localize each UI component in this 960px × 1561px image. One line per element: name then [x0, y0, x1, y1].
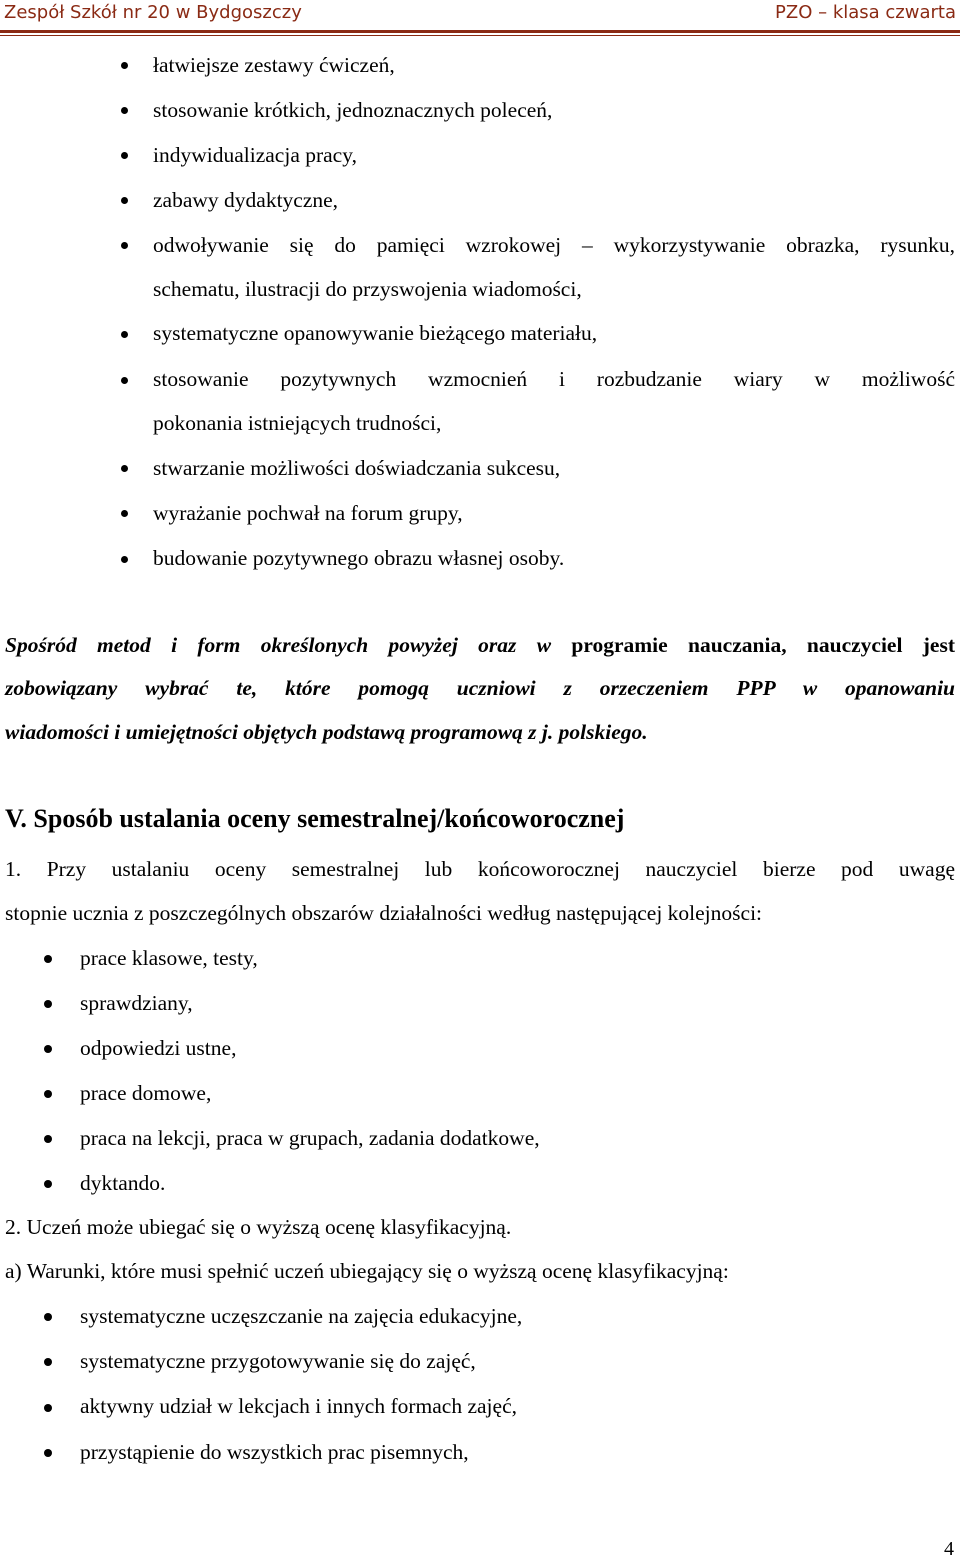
list-item: aktywny udział w lekcjach i innych formach zajęć,: [80, 1394, 517, 1418]
paragraph-bold-part: programie nauczania, nauczyciel jest: [571, 633, 955, 657]
section-heading: V. Sposób ustalania oceny semestralnej/końcoworocznej: [5, 804, 625, 833]
list-item: wyrażanie pochwał na forum grupy,: [153, 501, 463, 525]
bullet-icon: [44, 1090, 52, 1098]
bullet-icon: [121, 197, 128, 204]
list-item-continuation: pokonania istniejących trudności,: [153, 411, 442, 435]
list-item: dyktando.: [80, 1171, 166, 1195]
bullet-icon: [121, 465, 128, 472]
list-item-continuation: schematu, ilustracji do przyswojenia wiadomości,: [153, 277, 582, 301]
bullet-icon: [44, 955, 52, 963]
list-item: systematyczne uczęszczanie na zajęcia edukacyjne,: [80, 1304, 523, 1328]
paragraph-line: a) Warunki, które musi spełnić uczeń ubiegający się o wyższą ocenę klasyfikacyjną:: [5, 1259, 729, 1283]
list-item: stosowanie krótkich, jednoznacznych poleceń,: [153, 98, 553, 122]
list-item: zabawy dydaktyczne,: [153, 188, 339, 212]
list-item: odwoływanie się do pamięci wzrokowej – wykorzystywanie obrazka, rysunku,: [153, 233, 955, 257]
list-item: indywidualizacja pracy,: [153, 143, 357, 167]
list-item: odpowiedzi ustne,: [80, 1036, 237, 1060]
paragraph-line: zobowiązany wybrać te, które pomogą uczniowi z orzeczeniem PPP w opanowaniu: [5, 676, 955, 700]
bullet-icon: [44, 1045, 52, 1053]
paragraph-line: [5, 633, 955, 657]
list-item: sprawdziany,: [80, 991, 193, 1015]
list-item: systematyczne opanowywanie bieżącego materiału,: [153, 321, 598, 345]
bullet-icon: [121, 331, 128, 338]
list-item: praca na lekcji, praca w grupach, zadania dodatkowe,: [80, 1126, 540, 1150]
list-item: prace klasowe, testy,: [80, 946, 258, 970]
list-item: stwarzanie możliwości doświadczania sukcesu,: [153, 456, 561, 480]
header-document-title: PZO – klasa czwarta: [775, 2, 956, 23]
bullet-icon: [121, 377, 128, 384]
list-item: łatwiejsze zestawy ćwiczeń,: [153, 53, 395, 77]
header-rule-thick: [0, 30, 960, 33]
bullet-icon: [44, 1313, 52, 1321]
bullet-icon: [121, 510, 128, 517]
bullet-icon: [121, 152, 128, 159]
paragraph-italic-part: Spośród metod i form określonych powyżej oraz w: [5, 633, 552, 657]
bullet-icon: [121, 62, 128, 69]
bullet-icon: [44, 1000, 52, 1008]
list-item: prace domowe,: [80, 1081, 212, 1105]
bullet-icon: [44, 1449, 52, 1457]
paragraph-line: wiadomości i umiejętności objętych podstawą programową z j. polskiego.: [5, 720, 648, 744]
bullet-icon: [121, 556, 128, 563]
page-header: [0, 0, 960, 34]
bullet-icon: [44, 1358, 52, 1366]
bullet-icon: [121, 242, 128, 249]
bullet-icon: [44, 1135, 52, 1143]
header-school-name: Zespół Szkół nr 20 w Bydgoszczy: [4, 2, 302, 23]
bullet-icon: [44, 1404, 52, 1412]
bullet-icon: [44, 1180, 52, 1188]
paragraph-line: 1. Przy ustalaniu oceny semestralnej lub końcoworocznej nauczyciel bierze pod uwagę: [5, 857, 955, 881]
list-item: systematyczne przygotowywanie się do zajęć,: [80, 1349, 476, 1373]
list-item: stosowanie pozytywnych wzmocnień i rozbudzanie wiary w możliwość: [153, 367, 955, 391]
list-item: przystąpienie do wszystkich prac pisemnych,: [80, 1440, 469, 1464]
page-number: 4: [944, 1538, 954, 1560]
paragraph-line: stopnie ucznia z poszczególnych obszarów działalności według następującej kolejności:: [5, 901, 763, 925]
header-rule-thin: [0, 35, 960, 36]
bullet-icon: [121, 107, 128, 114]
list-item: budowanie pozytywnego obrazu własnej osoby.: [153, 546, 565, 570]
paragraph-line: 2. Uczeń może ubiegać się o wyższą ocenę klasyfikacyjną.: [5, 1215, 512, 1239]
